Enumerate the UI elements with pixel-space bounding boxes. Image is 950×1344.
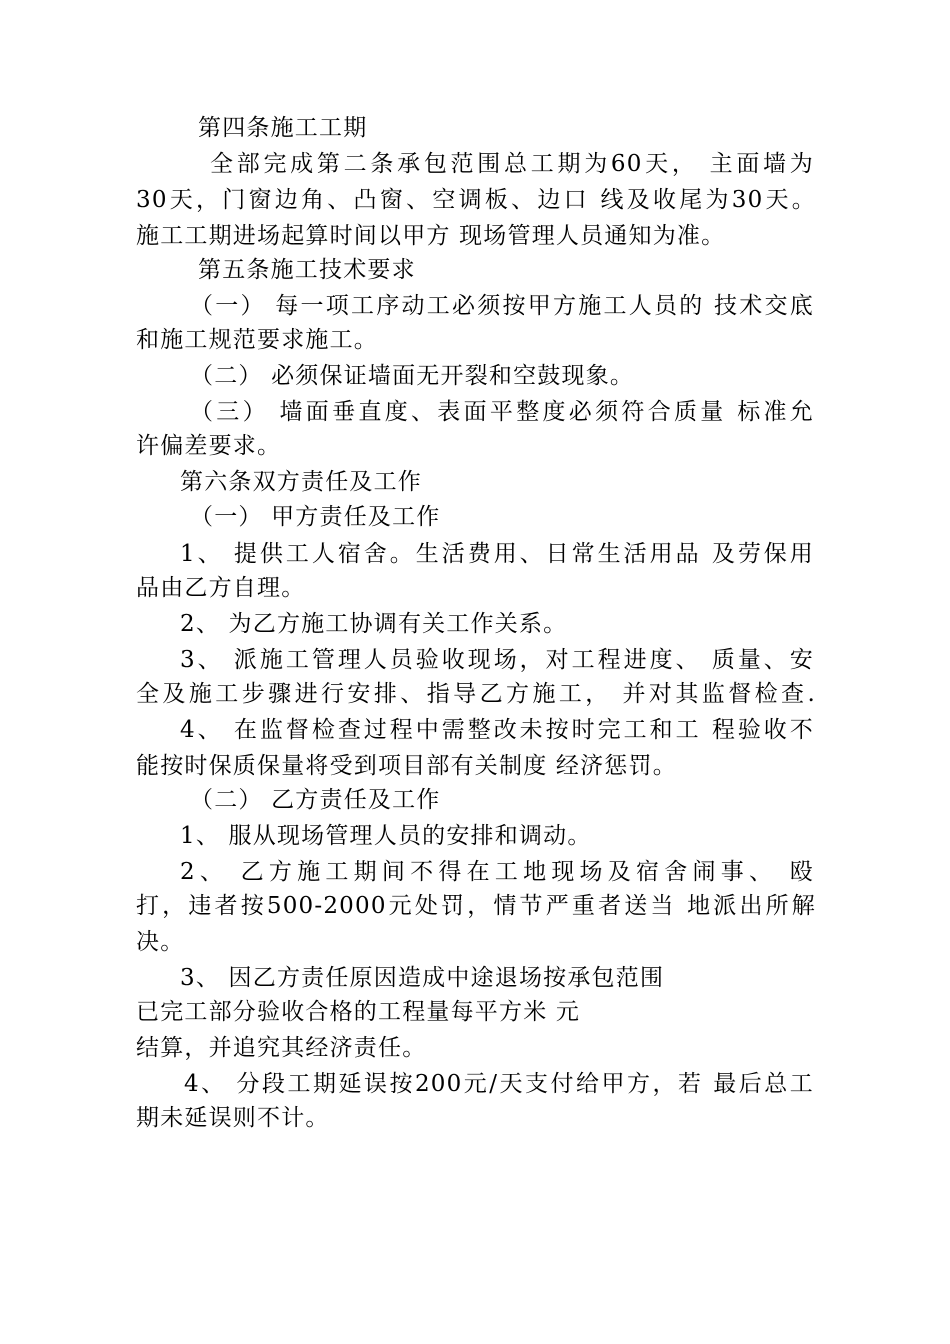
list-item: 4、 在监督检查过程中需整改未按时完工和工 程验收不 xyxy=(180,717,814,743)
paragraph-line: （三） 墙面垂直度、表面平整度必须符合质量 标准允 xyxy=(190,399,814,425)
paragraph-line: 和施工规范要求施工。 xyxy=(136,327,378,353)
paragraph-line: 30天，门窗边角、凸窗、空调板、边口 线及收尾为30天。 xyxy=(136,187,816,213)
paragraph-line: （二） 必须保证墙面无开裂和空鼓现象。 xyxy=(190,363,635,389)
paragraph-line: 已完工部分验收合格的工程量每平方米 元 xyxy=(136,999,581,1025)
list-item: 3、 派施工管理人员验收现场，对工程进度、 质量、安 xyxy=(180,647,814,673)
paragraph-line: 品由乙方自理。 xyxy=(136,575,306,601)
paragraph-line: 全及施工步骤进行安排、指导乙方施工， 并对其监督检查. xyxy=(136,681,816,707)
paragraph-line: 施工工期进场起算时间以甲方 现场管理人员通知为准。 xyxy=(136,223,726,249)
list-item: 1、 提供工人宿舍。生活费用、日常生活用品 及劳保用 xyxy=(180,541,814,567)
paragraph-line: （一） 每一项工序动工必须按甲方施工人员的 技术交底 xyxy=(190,293,814,319)
paragraph-line: 打，违者按500-2000元处罚，情节严重者送当 地派出所解 xyxy=(136,893,816,919)
section-heading: 第六条双方责任及工作 xyxy=(180,469,422,495)
paragraph-line: 许偏差要求。 xyxy=(136,433,282,459)
subsection-heading: （二） 乙方责任及工作 xyxy=(190,787,441,813)
list-item: 4、 分段工期延误按200元/天支付给甲方，若 最后总工 xyxy=(184,1071,814,1097)
list-item: 3、 因乙方责任原因造成中途退场按承包范围 xyxy=(180,965,665,991)
list-item: 2、 为乙方施工协调有关工作关系。 xyxy=(180,611,568,637)
paragraph-line: 全部完成第二条承包范围总工期为60天， 主面墙为 xyxy=(210,151,814,177)
paragraph-line: 期未延误则不计。 xyxy=(136,1105,330,1131)
list-item: 1、 服从现场管理人员的安排和调动。 xyxy=(180,823,592,849)
paragraph-line: 能按时保质保量将受到项目部有关制度 经济惩罚。 xyxy=(136,753,677,779)
subsection-heading: （一） 甲方责任及工作 xyxy=(190,504,441,530)
section-heading: 第四条施工工期 xyxy=(198,115,368,141)
paragraph-line: 结算，并追究其经济责任。 xyxy=(136,1035,427,1061)
paragraph-line: 决。 xyxy=(136,929,185,955)
section-heading: 第五条施工技术要求 xyxy=(198,257,416,283)
list-item: 2、 乙方施工期间不得在工地现场及宿舍闹事、 殴 xyxy=(180,859,814,885)
